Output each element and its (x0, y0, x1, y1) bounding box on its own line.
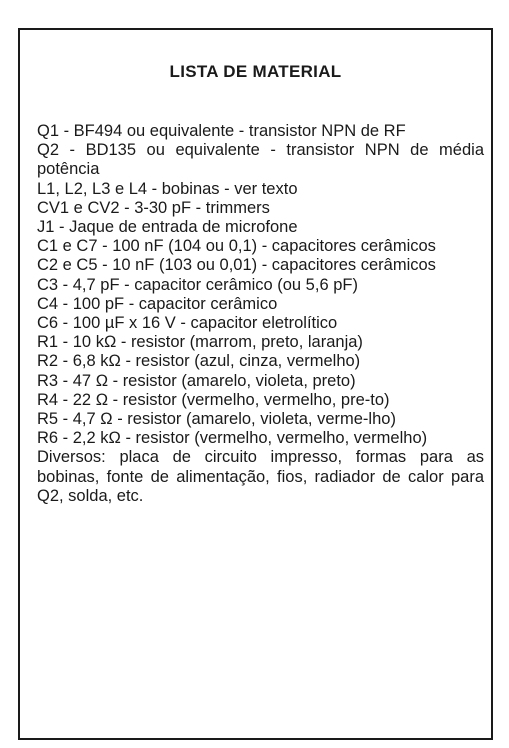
list-title: LISTA DE MATERIAL (169, 62, 342, 81)
list-item: C4 - 100 pF - capacitor cerâmico (37, 294, 278, 313)
list-item: Q1 - BF494 ou equivalente - transistor NPN de RF (37, 122, 406, 140)
list-item: C1 e C7 - 100 nF (104 ou 0,1) - capacitores cerâmicos (37, 237, 436, 256)
list-item: C2 e C5 - 10 nF (103 ou 0,01) - capacitores cerâmicos (37, 256, 436, 275)
list-item: R4 - 22 Ω - resistor (vermelho, vermelho, pre-to) (37, 390, 390, 409)
list-item: R1 - 10 kΩ - resistor (marrom, preto, laranja) (37, 333, 363, 352)
list-item: R6 - 2,2 kΩ - resistor (vermelho, vermelho, vermelho) (37, 429, 428, 448)
list-item: Q2 - BD135 ou equivalente - transistor NPN de média potência (37, 141, 484, 179)
list-item: R2 - 6,8 kΩ - resistor (azul, cinza, vermelho) (37, 352, 361, 371)
list-item: L1, L2, L3 e L4 - bobinas - ver texto (37, 179, 298, 198)
list-item: R3 - 47 Ω - resistor (amarelo, violeta, preto) (37, 371, 356, 390)
list-item: CV1 e CV2 - 3-30 pF - trimmers (37, 198, 270, 217)
list-item: C3 - 4,7 pF - capacitor cerâmico (ou 5,6 pF) (37, 275, 358, 294)
list-item: J1 - Jaque de entrada de microfone (37, 218, 298, 237)
list-item: R5 - 4,7 Ω - resistor (amarelo, violeta, verme-lho) (37, 410, 396, 429)
list-item: C6 - 100 µF x 16 V - capacitor eletrolítico (37, 314, 338, 333)
material-list-box (18, 28, 493, 740)
material-list (37, 122, 484, 506)
list-item: Diversos: placa de circuito impresso, formas para as bobinas, fonte de alimentação, fios, radiador de calor para Q2, solda, etc. (37, 448, 484, 505)
